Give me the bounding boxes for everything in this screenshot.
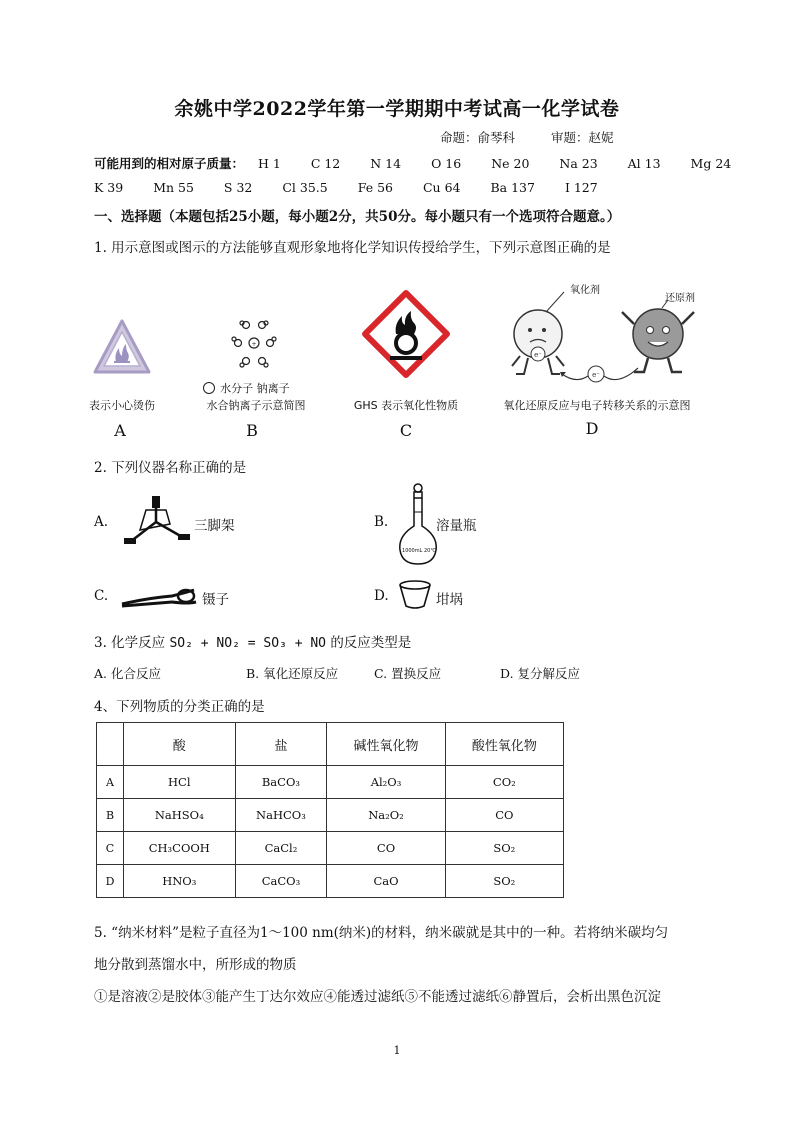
q2-option-a-letter: A.: [94, 514, 109, 530]
table-cell: CaO: [327, 865, 445, 898]
table-cell: C: [97, 832, 124, 865]
atomic-mass-label: 可能用到的相对原子质量：: [94, 156, 245, 171]
q2-option-d-letter: D.: [374, 588, 389, 604]
atomic-mass: C 12: [310, 156, 341, 171]
atomic-mass: Cu 64: [422, 180, 461, 195]
q3-stem-prefix: 3. 化学反应: [94, 635, 166, 651]
atomic-mass: S 32: [223, 180, 253, 195]
table-row: [97, 766, 564, 799]
atomic-mass: Al 13: [627, 156, 661, 171]
question-4-stem: 4、下列物质的分类正确的是: [94, 699, 265, 715]
table-cell: CO₂: [445, 766, 563, 799]
table-cell: CaCl₂: [235, 832, 327, 865]
atomic-mass: Ba 137: [490, 180, 535, 195]
q2-option-b-name: 溶量瓶: [436, 518, 477, 534]
crucible-icon: [398, 580, 432, 610]
table-cell: HNO₃: [124, 865, 236, 898]
option-c-letter: C: [399, 421, 413, 440]
question-5-line-1: 5. “纳米材料”是粒子直径为1～100 nm(纳米)的材料，纳米碳就是其中的一种。若将纳米碳均匀: [94, 925, 669, 941]
atomic-mass: Fe 56: [357, 180, 393, 195]
table-cell: NaHSO₄: [124, 799, 236, 832]
q3-equation: SO₂ + NO₂ = SO₃ + NO: [169, 636, 327, 651]
table-cell: SO₂: [445, 865, 563, 898]
option-b-letter: B: [246, 421, 258, 440]
table-header-cell: 酸性氧化物: [445, 723, 563, 766]
question-5-line-3: ①是溶液②是胶体③能产生丁达尔效应④能透过滤纸⑤不能透过滤纸⑥静置后，会析出黑色沉淀: [94, 989, 661, 1005]
atomic-mass: Ne 20: [491, 156, 530, 171]
question-2-stem: 2. 下列仪器名称正确的是: [94, 460, 247, 476]
table-header-cell: 盐: [235, 723, 327, 766]
q2-option-c-letter: C.: [94, 588, 109, 604]
q3-option-b: B. 氧化还原反应: [246, 666, 339, 681]
option-a-letter: A: [114, 421, 126, 440]
table-header-cell: [97, 723, 124, 766]
table-cell: A: [97, 766, 124, 799]
table-cell: B: [97, 799, 124, 832]
author-line: [440, 128, 614, 146]
atomic-mass: I 127: [564, 180, 598, 195]
ghs-oxidizer-icon: [362, 290, 450, 378]
table-row: [97, 799, 564, 832]
atomic-mass: Cl 35.5: [282, 180, 328, 195]
atomic-mass-row-2: [94, 180, 624, 195]
svg-text:e⁻: e⁻: [592, 371, 600, 379]
table-header-row: [97, 723, 564, 766]
option-d-caption: 氧化还原反应与电子转移关系的示意图: [503, 399, 691, 412]
table-cell: CaCO₃: [235, 865, 327, 898]
volumetric-flask-icon: [394, 482, 442, 568]
table-cell: CO: [445, 799, 563, 832]
reviewer: 审题：赵妮: [551, 130, 614, 145]
option-b-legend-text: 水分子 钠离子: [220, 382, 290, 395]
table-row: [97, 832, 564, 865]
question-1-stem: 1. 用示意图或图示的方法能够直观形象地将化学知识传授给学生，下列示意图正确的是: [94, 240, 611, 256]
atomic-mass: H 1: [258, 156, 281, 171]
option-d-letter: D: [585, 419, 599, 438]
q3-option-a: A. 化合反应: [94, 666, 161, 681]
option-c-caption: GHS 表示氧化性物质: [353, 399, 459, 412]
svg-text:e⁻: e⁻: [534, 351, 542, 359]
atomic-mass: O 16: [431, 156, 462, 171]
table-cell: Al₂O₃: [327, 766, 445, 799]
table-cell: BaCO₃: [235, 766, 327, 799]
page-number: 1: [393, 1044, 401, 1057]
table-header-cell: 酸: [124, 723, 236, 766]
q2-option-c-name: 镊子: [202, 592, 229, 608]
oxidizer-label: 氧化剂: [570, 285, 600, 296]
table-cell: Na₂O₂: [327, 799, 445, 832]
reductant-label: 还原剂: [665, 293, 695, 304]
tongs-icon: [118, 584, 202, 610]
table-cell: NaHCO₃: [235, 799, 327, 832]
table-cell: CH₃COOH: [124, 832, 236, 865]
question-3-stem: [94, 631, 411, 651]
option-b-caption: 水合钠离子示意简图: [206, 399, 306, 412]
table-header-cell: 碱性氧化物: [327, 723, 445, 766]
classification-table: [96, 722, 564, 898]
q3-option-c: C. 置换反应: [374, 666, 442, 681]
table-cell: CO: [327, 832, 445, 865]
q2-option-d-name: 坩埚: [436, 592, 463, 608]
section-heading: 一、选择题（本题包括25小题，每小题2分，共50分。每小题只有一个选项符合题意。）: [94, 209, 621, 225]
tripod-icon: [118, 494, 194, 550]
option-b-legend: [203, 377, 313, 396]
exam-title: 余姚中学2022学年第一学期期中考试高一化学试卷: [174, 98, 620, 120]
burn-warning-icon: [92, 318, 152, 376]
table-cell: HCl: [124, 766, 236, 799]
q2-option-a-name: 三脚架: [194, 518, 235, 534]
table-row: [97, 865, 564, 898]
proposer: 命题：俞琴科: [440, 130, 516, 145]
atomic-mass: K 39: [94, 180, 124, 195]
hydrated-ion-diagram: [228, 315, 280, 371]
atomic-mass: N 14: [370, 156, 402, 171]
svg-text:+: +: [251, 341, 257, 348]
flask-label: 1000mL 20℃: [402, 548, 436, 554]
atomic-mass: Na 23: [559, 156, 598, 171]
atomic-mass-row-1: [94, 154, 757, 172]
table-cell: D: [97, 865, 124, 898]
option-a-caption: 表示小心烫伤: [89, 399, 155, 412]
q2-option-b-letter: B.: [374, 514, 389, 530]
water-molecule-icon: [203, 382, 215, 394]
q3-option-d: D. 复分解反应: [500, 666, 581, 681]
table-cell: SO₂: [445, 832, 563, 865]
q3-stem-suffix: 的反应类型是: [330, 635, 412, 651]
atomic-mass: Mn 55: [153, 180, 194, 195]
question-5-line-2: 地分散到蒸馏水中，所形成的物质: [94, 957, 297, 973]
atomic-mass: Mg 24: [690, 156, 732, 171]
